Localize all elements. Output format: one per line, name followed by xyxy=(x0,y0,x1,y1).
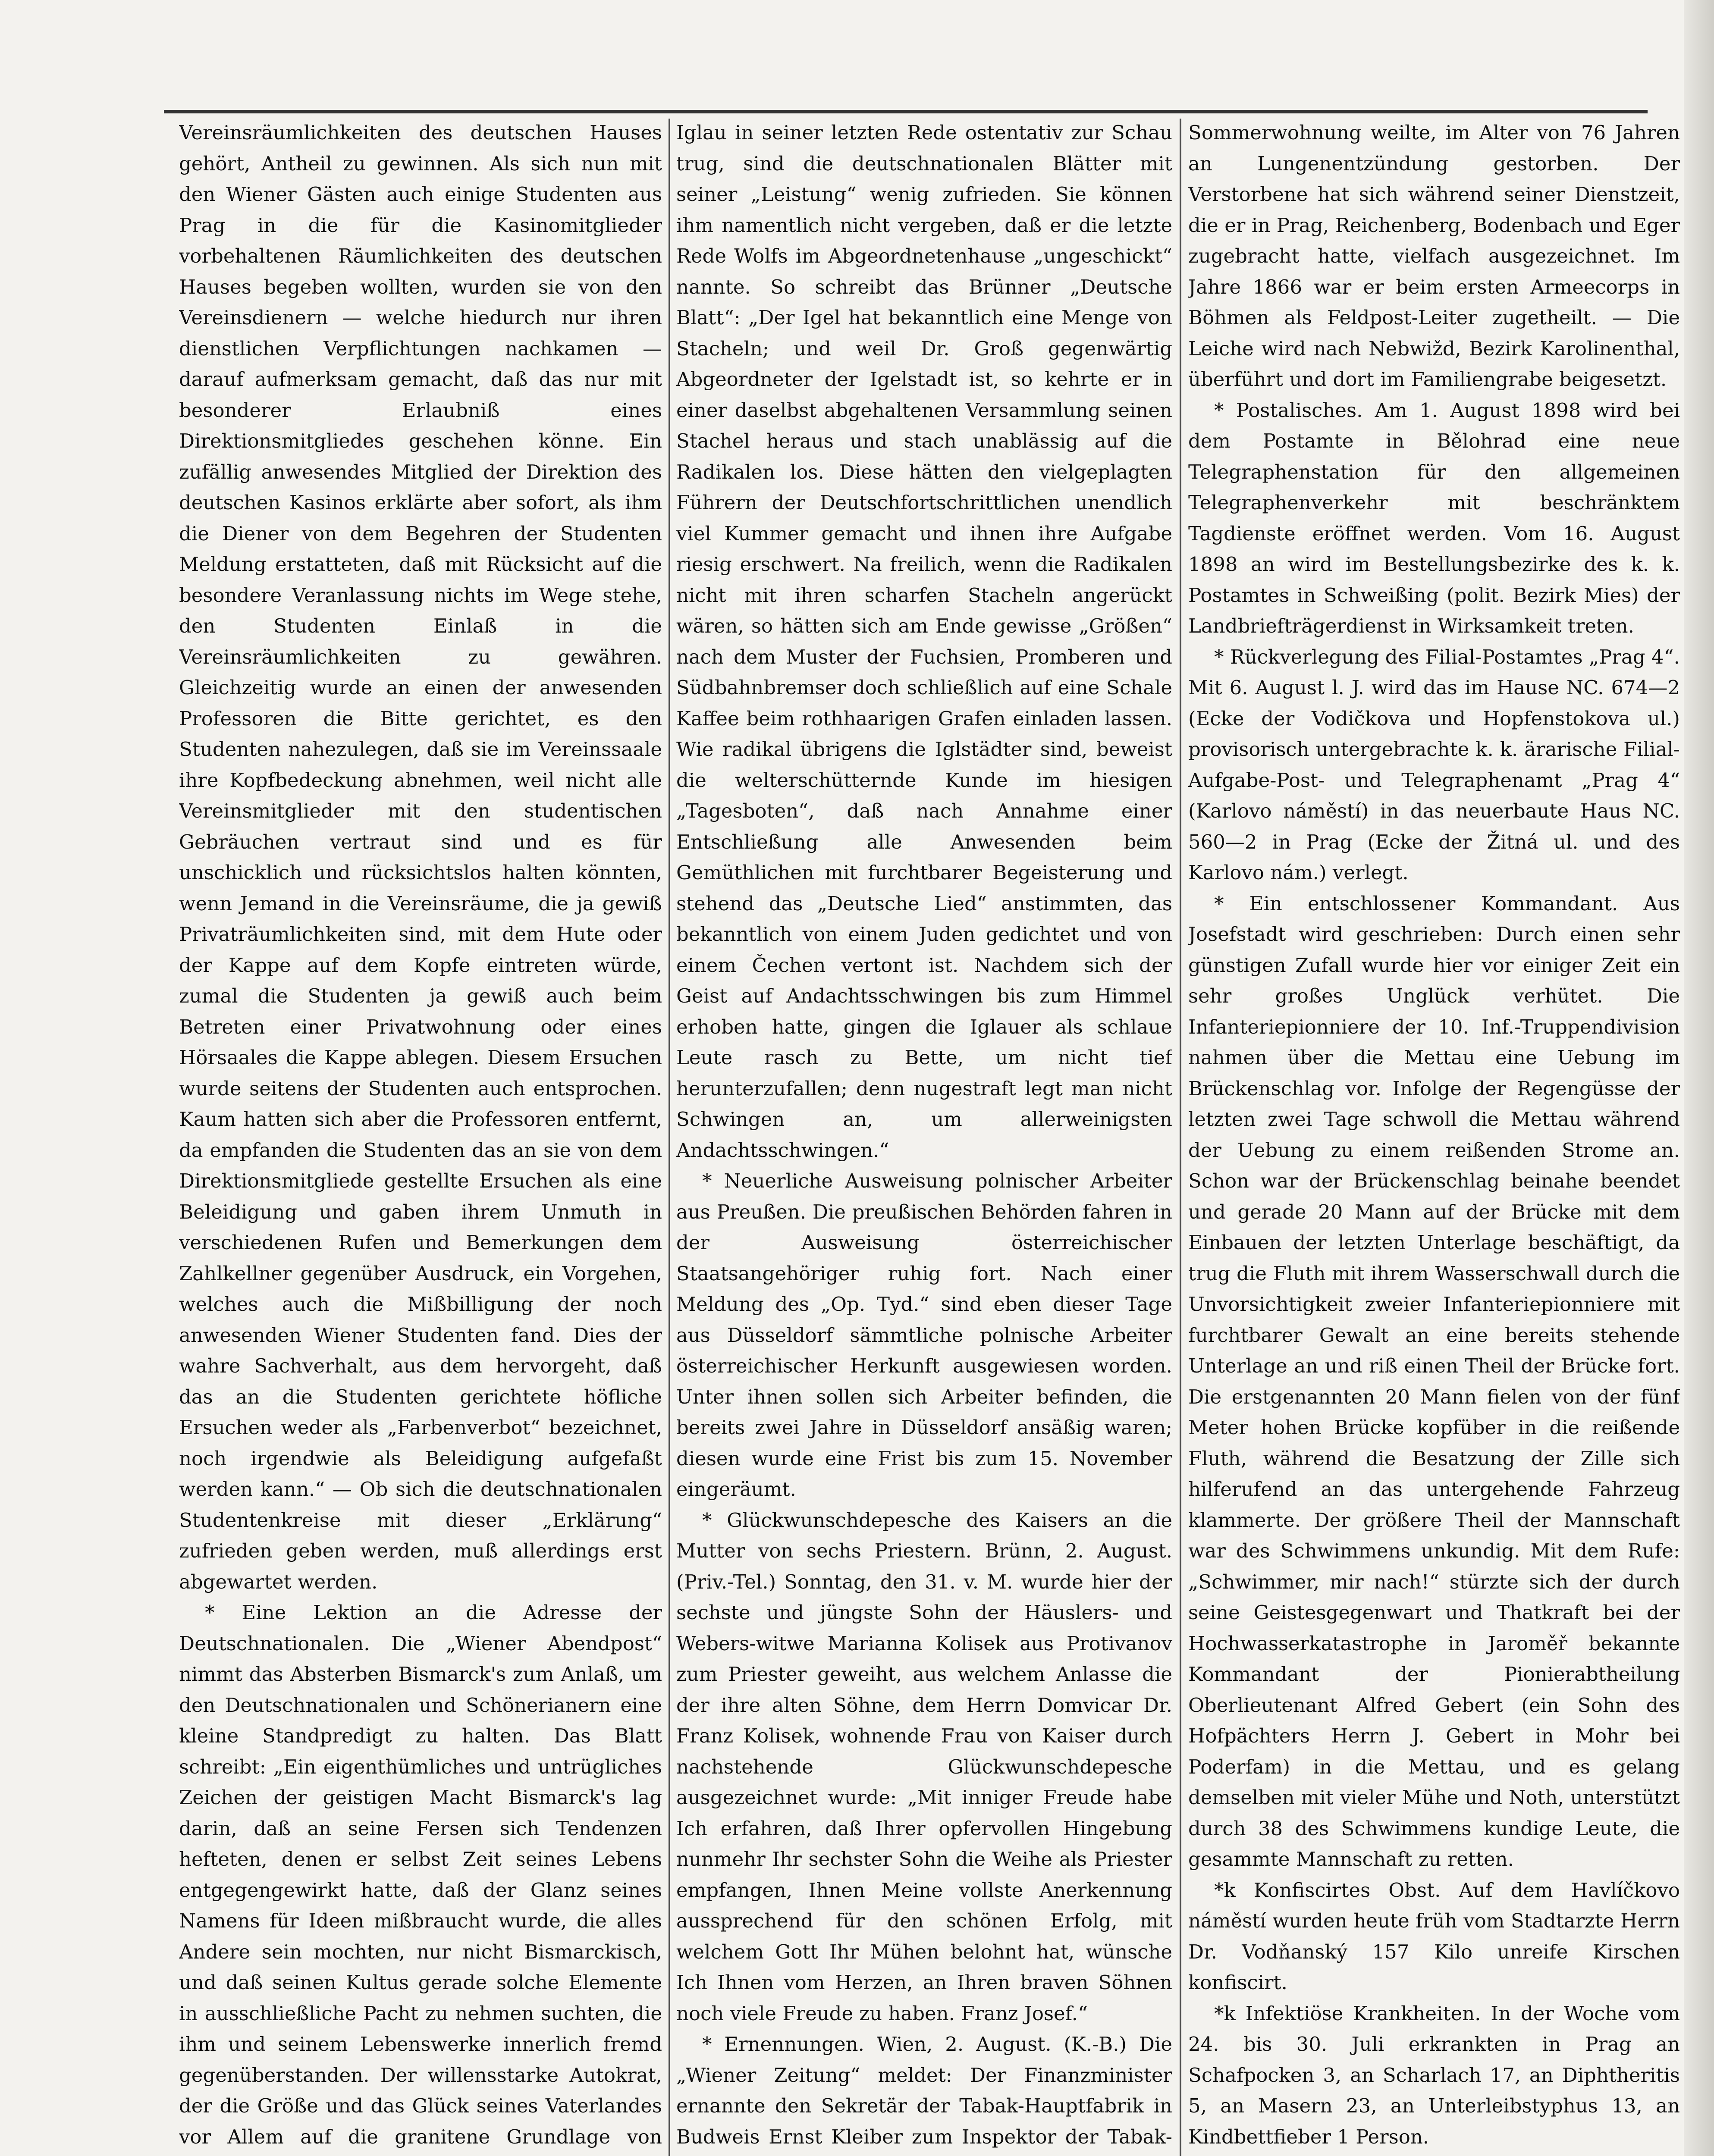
top-rule xyxy=(164,110,1648,113)
article-glueckwunsch: * Glückwunschdepesche des Kaisers an die Mutter von sechs Priestern. Brünn, 2. August. (Priv.-Tel.) Sonntag, den 31. v. M. wurde hier der sechste und jüngste Sohn der Häuslers- und Webers-witwe Marianna Kolisek aus Protivanov zum Priester geweiht, aus welchem Anlasse die der ihre alten Söhne, dem Herrn Domvicar Dr. Franz Kolisek, wohnende Frau von Kaiser durch nachstehende Glückwunschdepesche ausgezeichnet wurde: „Mit inniger Freude habe Ich erfahren, daß Ihrer opfervollen Hingebung nunmehr Ihr sechster Sohn die Weihe als Priester empfangen, Ihnen Meine vollste Anerkennung aussprechend für den schönen Erfolg, mit welchem Gott Ihr Mühen belohnt hat, wünsche Ich Ihnen vom Herzen, an Ihren braven Söhnen noch viele Freude zu haben. Franz Josef.“ xyxy=(676,1508,1172,2025)
article-krankheiten: *k Infektiöse Krankheiten. In der Woche vom 24. bis 30. Juli erkrankten in Prag an Schafpocken 3, an Scharlach 17, an Diphtheritis 5, an Masern 23, an Unterleibstyphus 13, an Kindbettfieber 1 Person. xyxy=(1188,2002,1680,2148)
article-ernennungen: * Ernennungen. Wien, 2. August. (K.-B.) Die „Wiener Zeitung“ meldet: Der Finanzminister ernannte den Sekretär der Tabak-Hauptfabrik in Budweis Ernst Kleiber zum Inspektor der Tabak- xyxy=(676,2033,1172,2148)
column-divider xyxy=(1180,119,1181,2156)
column-1 xyxy=(179,117,662,2156)
article-gross-cont: Iglau in seiner letzten Rede ostentativ zur Schau trug, sind die deutschnationalen Blätter mit seiner „Leistung“ wenig zufrieden. Sie können ihm namentlich nicht vergeben, daß er die letzte Rede Wolfs im Abgeordnetenhause „ungeschickt“ nannte. So schreibt das Brünner „Deutsche Blatt“: „Der Igel hat bekanntlich eine Menge von Stacheln; und weil Dr. Groß gegenwärtig Abgeordneter der Igelstadt ist, so kehrte er in einer daselbst abgehaltenen Versammlung seinen Stachel heraus und stach unablässig auf die Radikalen los. Diese hätten den vielgeplagten Führern der Deutschfortschrittlichen unendlich viel Kummer gemacht und ihnen ihre Aufgabe riesig erschwert. Na freilich, wenn die Radikalen nicht mit ihren scharfen Stacheln angerückt wären, so hätten sich am Ende gewisse „Größen“ nach dem Muster der Fuchsien, Promberen und Südbahnbremser doch schließlich auf eine Schale Kaffee beim rothhaarigen Grafen einladen lassen. Wie radikal übrigens die Iglstädter sind, beweist die welterschütternde Kunde im hiesigen „Tagesboten“, daß nach Annahme einer Entschließung alle Anwesenden beim Gemüthlichen mit furchtbarer Begeisterung und stehend das „Deutsche Lied“ anstimmten, das bekanntlich von einem Juden gedichtet und von einem Čechen vertont ist. Nachdem sich der Geist auf Andachtsschwingen bis zum Himmel erhoben hatte, gingen die Iglauer als schlaue Leute rasch zu Bette, um nicht tief herunterzufallen; denn nugestraft legt man nicht Schwingen an, um allerweinigsten Andachtsschwingen.“ xyxy=(676,121,1172,1162)
article-niedergefahren xyxy=(1188,2152,1680,2156)
article-obst: *k Konfiscirtes Obst. Auf dem Havlíčkovo náměstí wurden heute früh vom Stadtarzte Herrn Dr. Vodňanský 157 Kilo unreife Kirschen konfiscirt. xyxy=(1188,1878,1680,1994)
article-postalisches: * Postalisches. Am 1. August 1898 wird bei dem Postamte in Bělohrad eine neue Telegraphenstation für den allgemeinen Telegraphenverkehr mit beschränktem Tagdienste eröffnet werden. Vom 16. August 1898 an wird im Bestellungsbezirke des k. k. Postamtes in Schweißing (polit. Bezirk Mies) der Landbriefträgerdienst in Wirksamkeit treten. xyxy=(1188,398,1680,637)
article-casino-end: Vereinsräumlichkeiten des deutschen Hauses gehört, Antheil zu gewinnen. Als sich nun mit den Wiener Gästen auch einige Studenten aus Prag in die für die Kasinomitglieder vorbehaltenen Räumlichkeiten des deutschen Hauses begeben wollten, wurden sie von den Vereinsdienern — welche hiedurch nur ihren dienstlichen Verpflichtungen nachkamen — darauf aufmerksam gemacht, daß das nur mit besonderer Erlaubniß eines Direktionsmitgliedes geschehen könne. Ein zufällig anwesendes Mitglied der Direktion des deutschen Kasinos erklärte aber sofort, als ihm die Diener von dem Begehren der Studenten Meldung erstatteten, daß mit Rücksicht auf die besondere Veranlassung nichts im Wege stehe, den Studenten Einlaß in die Vereinsräumlichkeiten zu gewähren. Gleichzeitig wurde an einen der anwesenden Professoren die Bitte gerichtet, es den Studenten nahezulegen, daß sie im Vereinssaale ihre Kopfbedeckung abnehmen, weil nicht alle Vereinsmitglieder mit den studentischen Gebräuchen vertraut sind und es für unschicklich und rücksichtslos halten könnten, wenn Jemand in die Vereinsräume, die ja gewiß Privaträumlichkeiten sind, mit dem Hute oder der Kappe auf dem Kopfe eintreten würde, zumal die Studenten ja gewiß auch beim Betreten einer Privatwohnung oder eines Hörsaales die Kappe ablegen. Diesem Ersuchen wurde seitens der Studenten auch entsprochen. Kaum hatten sich aber die Professoren entfernt, da empfanden die Studenten das an sie von dem Direktionsmitgliede gestellte Ersuchen als eine Beleidigung und gaben ihrem Unmuth in verschiedenen Rufen und Bemerkungen dem Zahlkellner gegenüber Ausdruck, ein Vorgehen, welches auch die Mißbilligung der noch anwesenden Wiener Studenten fand. Dies der wahre Sachverhalt, aus dem hervorgeht, daß das an die Studenten gerichtete höfliche Ersuchen weder als „Farbenverbot“ bezeichnet, noch irgendwie als Beleidigung aufgefaßt werden kann.“ — Ob sich die deutschnationalen Studentenkreise mit dieser „Erklärung“ zufrieden geben werden, muß allerdings erst abgewartet werden. xyxy=(179,121,662,1593)
article-kommandant: * Ein entschlossener Kommandant. Aus Josefstadt wird geschrieben: Durch einen sehr günstigen Zufall wurde hier vor einiger Zeit ein sehr großes Unglück verhütet. Die Infanteriepionniere der 10. Inf.-Truppendivision nahmen über die Mettau eine Uebung im Brückenschlag vor. Infolge der Regengüsse der letzten zwei Tage schwoll die Mettau während der Uebung zu einem reißenden Strome an. Schon war der Brückenschlag beinahe beendet und gerade 20 Mann auf der Brücke mit dem Einbauen der letzten Unterlage beschäftigt, da trug die Fluth mit ihrem Wasserschwall durch die Unvorsichtigkeit zweier Infanteriepionniere mit furchtbarer Gewalt an eine bereits stehende Unterlage an und riß einen Theil der Brücke fort. Die erstgenannten 20 Mann fielen von der fünf Meter hohen Brücke kopfüber in die reißende Fluth, während die Besatzung der Zille sich hilferufend an das untergehende Fahrzeug klammerte. Der größere Theil der Mannschaft war des Schwimmens unkundig. Mit dem Rufe: „Schwimmer, mir nach!“ stürzte sich der durch seine Geistesgegenwart und Thatkraft bei der Hochwasserkatastrophe in Jaroměř bekannte Kommandant der Pionierabtheilung Oberlieutenant Alfred Gebert (ein Sohn des Hofpächters Herrn J. Gebert in Mohr bei Poderfam) in die Mettau, und es gelang demselben mit vieler Mühe und Noth, unterstützt durch 38 des Schwimmens kundige Leute, die gesammte Mannschaft zu retten. xyxy=(1188,892,1680,1871)
column-2 xyxy=(676,117,1172,2156)
article-sterbefall-cont: Sommerwohnung weilte, im Alter von 76 Jahren an Lungenentzündung gestorben. Der Verstorbene hat sich während seiner Dienstzeit, die er in Prag, Reichenberg, Bodenbach und Eger zugebracht hatte, vielfach ausgezeichnet. Im Jahre 1866 war er beim ersten Armeecorps in Böhmen als Feldpost-Leiter zugetheilt. — Die Leiche wird nach Nebwižd, Bezirk Karolinenthal, überführt und dort im Familiengrabe beigesetzt. xyxy=(1188,121,1680,391)
article-postamt-prag4: * Rückverlegung des Filial-Postamtes „Prag 4“. Mit 6. August l. J. wird das im Hause NC. 674—2 (Ecke der Vodičkova und Hopfenstokova ul.) provisorisch untergebrachte k. k. ärarische Filial-Aufgabe-Post- und Telegraphenamt „Prag 4“ (Karlovo náměstí) in das neuerbaute Haus NC. 560—2 in Prag (Ecke der Žitná ul. und des Karlovo nám.) verlegt. xyxy=(1188,645,1680,884)
article-lektion: * Eine Lektion an die Adresse der Deutschnationalen. Die „Wiener Abendpost“ nimmt das Absterben Bismarck's zum Anlaß, um den Deutschnationalen und Schönerianern eine kleine Standpredigt zu halten. Das Blatt schreibt: „Ein eigenthümliches und untrügliches Zeichen der geistigen Macht Bismarck's lag darin, daß an seine Fersen sich Tendenzen hefteten, denen er selbst Zeit seines Lebens entgegengewirkt hatte, daß der Glanz seines Namens für Ideen mißbraucht wurde, die alles Andere sein mochten, nur nicht Bismarckisch, und daß seinen Kultus gerade solche Elemente in ausschließliche Pacht zu nehmen suchten, die ihm und seinem Lebenswerke innerlich fremd gegenüberstanden. Der willensstarke Autokrat, der die Größe und das Glück seines Vaterlandes vor Allem auf die granitene Grundlage von xyxy=(179,1601,662,2148)
column-divider xyxy=(669,119,670,2156)
article-ausweisung: * Neuerliche Ausweisung polnischer Arbeiter aus Preußen. Die preußischen Behörden fahren in der Ausweisung österreichischer Staatsangehöriger ruhig fort. Nach einer Meldung des „Op. Tyd.“ sind eben dieser Tage aus Düsseldorf sämmtliche polnische Arbeiter österreichischer Herkunft ausgewiesen worden. Unter ihnen sollen sich Arbeiter befinden, die bereits zwei Jahre in Düsseldorf ansäßig waren; diesen wurde eine Frist bis zum 15. November eingeräumt. xyxy=(676,1169,1172,1501)
scan-edge-shadow xyxy=(1684,0,1714,2156)
column-3 xyxy=(1188,117,1680,2156)
